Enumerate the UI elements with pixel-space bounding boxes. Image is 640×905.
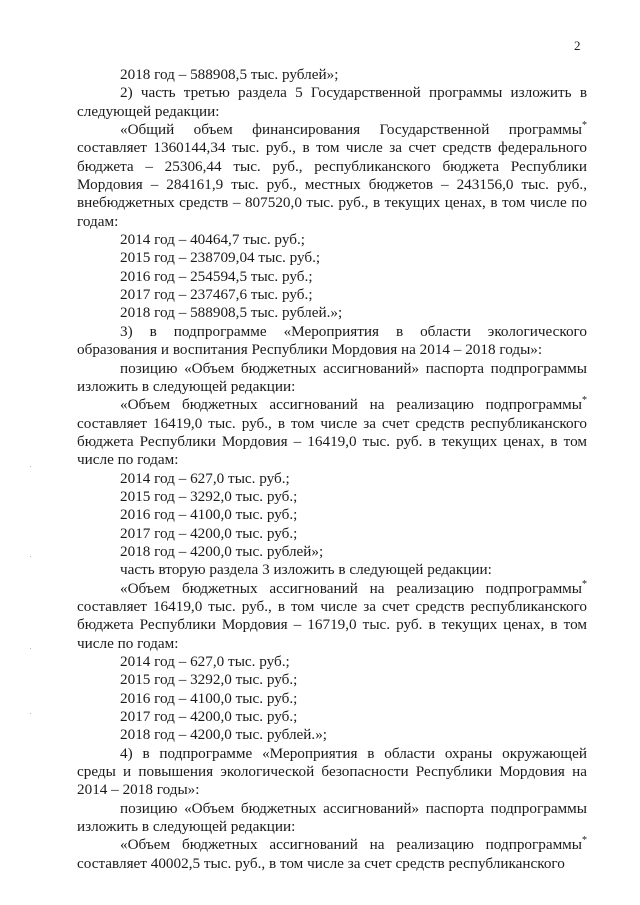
year-allocation-line: 2014 год – 627,0 тыс. руб.; [120,469,290,487]
year-allocation-line: 2017 год – 4200,0 тыс. руб.; [120,708,298,726]
footnote-marker: * [582,395,587,407]
year-allocation-line: 2018 год – 4200,0 тыс. рублей»; [120,542,324,560]
paragraph: «Общий объем финансирования Государственной программы* составляет 1360144,34 тыс. руб., в том числе за счет средств федерального бюджета – 25306,44 тыс. руб., республиканского бюджета Республики Мордовия – 284161,9 тыс. руб., местных бюджетов – 243156,0 тыс. руб., внебюджетных средств – 807520,0 тыс. руб., в текущих ценах, в том числе по годам: [77,119,587,230]
paragraph: позицию «Объем бюджетных ассигнований» паспорта подпрограммы изложить в следующей редакции: [77,799,587,836]
paragraph: 4) в подпрограмме «Мероприятия в области охраны окружающей среды и повышения экологической безопасности Республики Мордовия на 2014 – 2018 годы»: [77,744,587,799]
paragraph: позицию «Объем бюджетных ассигнований» паспорта подпрограммы изложить в следующей редакции: [77,359,587,395]
year-allocation-line: 2017 год – 237467,6 тыс. руб.; [120,286,313,304]
paragraph: «Объем бюджетных ассигнований на реализацию подпрограммы* составляет 16419,0 тыс. руб., в том числе за счет средств республиканского бюджета Республики Мордовия – 16719,0 тыс. руб. в текущих ценах, в том числе по годам: [77,578,587,652]
paragraph: часть вторую раздела 3 изложить в следующей редакции: [120,561,492,579]
scan-dot [30,466,31,467]
footnote-marker: * [582,578,587,590]
scan-dot [30,648,31,649]
year-allocation-line: 2015 год – 3292,0 тыс. руб.; [120,671,298,689]
year-allocation-line: 2016 год – 4100,0 тыс. руб.; [120,689,298,707]
year-allocation-line: 2015 год – 238709,04 тыс. руб.; [120,249,321,267]
year-allocation-line: 2018 год – 588908,5 тыс. рублей»; [120,66,339,83]
paragraph: «Объем бюджетных ассигнований на реализацию подпрограммы* составляет 16419,0 тыс. руб., в том числе за счет средств республиканского бюджета Республики Мордовия – 16419,0 тыс. руб. в текущих ценах, в том числе по годам: [77,395,587,469]
document-body [77,66,587,873]
year-allocation-line: 2018 год – 588908,5 тыс. рублей.»; [120,304,343,322]
paragraph: «Объем бюджетных ассигнований на реализацию подпрограммы* составляет 40002,5 тыс. руб., в том числе за счет средств республиканского [77,835,587,872]
year-allocation-line: 2015 год – 3292,0 тыс. руб.; [120,487,298,505]
year-allocation-line: 2014 год – 40464,7 тыс. руб.; [120,231,305,249]
paragraph: 3) в подпрограмме «Мероприятия в области экологического образования и воспитания Республики Мордовия на 2014 – 2018 годы»: [77,322,587,359]
footnote-marker: * [582,119,587,131]
page-number: 2 [574,38,581,53]
footnote-marker: * [582,835,587,847]
year-allocation-line: 2016 год – 254594,5 тыс. руб.; [120,267,313,285]
scan-dot [30,556,31,557]
year-allocation-line: 2017 год – 4200,0 тыс. руб.; [120,524,298,542]
year-allocation-line: 2016 год – 4100,0 тыс. руб.; [120,506,298,524]
paragraph: 2) часть третью раздела 5 Государственной программы изложить в следующей редакции: [77,84,587,120]
year-allocation-line: 2018 год – 4200,0 тыс. рублей.»; [120,726,328,744]
year-allocation-line: 2014 год – 627,0 тыс. руб.; [120,653,290,670]
scan-dot [30,713,31,714]
